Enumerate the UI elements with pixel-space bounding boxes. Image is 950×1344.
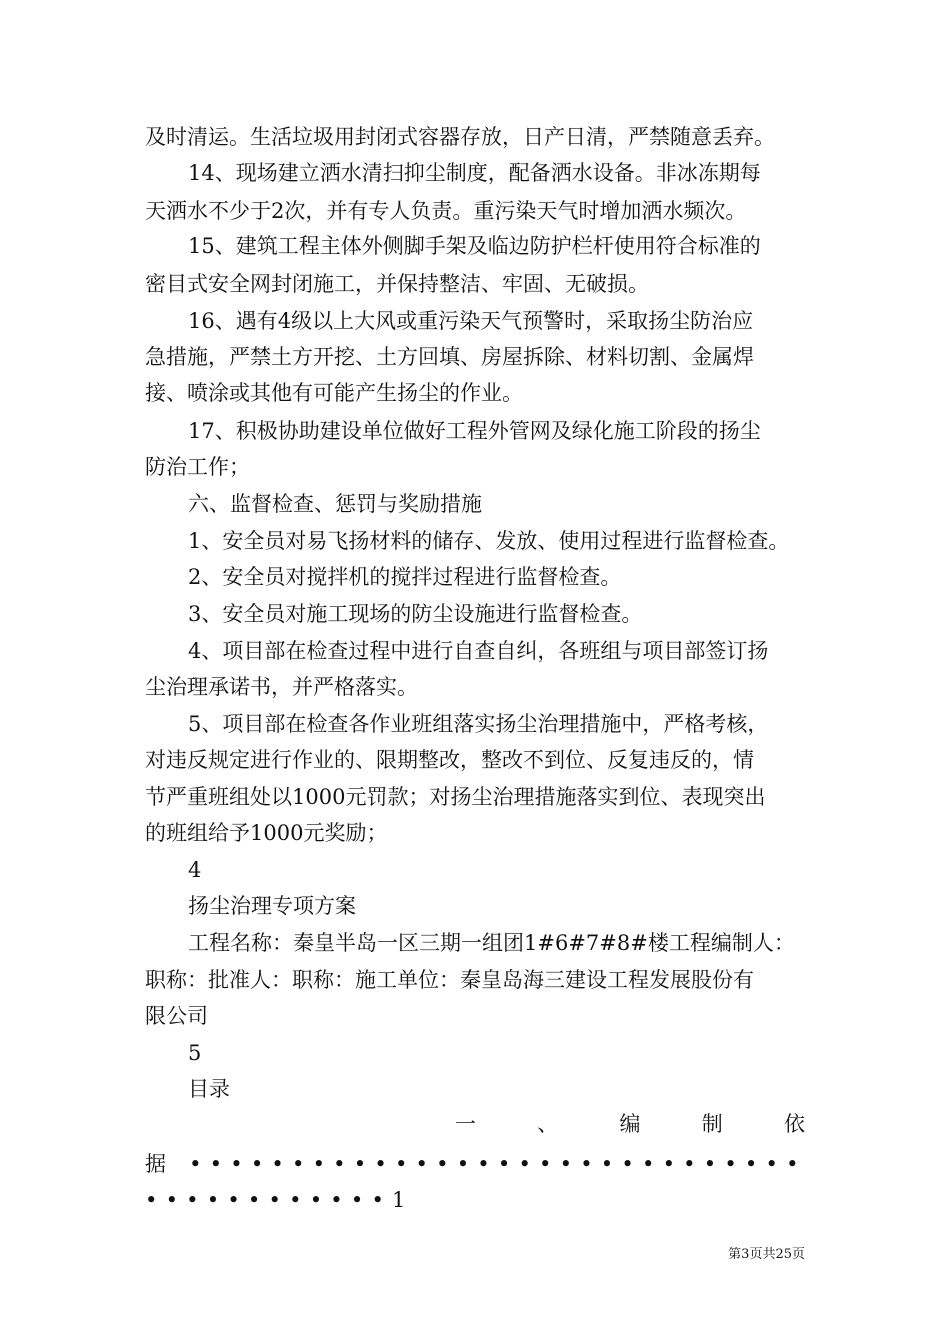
- body-line-20: 的班组给予1000元奖励；: [145, 821, 388, 845]
- body-line-19: 节严重班组处以1000元罚款；对扬尘治理措施落实到位、表现突出: [145, 785, 766, 809]
- document-title: 扬尘治理专项方案: [188, 894, 356, 918]
- body-line-5: 密目式安全网封闭施工，并保持整洁、牢固、无破损。: [145, 272, 649, 296]
- project-info-line-2: 职称：批准人：职称：施工单位：秦皇岛海三建设工程发展股份有: [145, 968, 754, 992]
- body-line-17: 5、项目部在检查各作业班组落实扬尘治理措施中，严格考核，: [188, 712, 769, 736]
- page-number-text: 4: [188, 858, 202, 882]
- page-number-text-2: 5: [188, 1041, 202, 1065]
- toc-char: 一: [455, 1112, 476, 1136]
- toc-char: 、: [537, 1112, 559, 1136]
- body-line-8: 接、喷涂或其他有可能产生扬尘的作业。: [145, 381, 523, 405]
- body-line-1: 及时清运。生活垃圾用封闭式容器存放，日产日清，严禁随意丢弃。: [145, 125, 775, 149]
- page-footer: 第3页共25页: [728, 1247, 805, 1262]
- body-line-13: 2、安全员对搅拌机的搅拌过程进行监督检查。: [188, 565, 622, 589]
- body-line-16: 尘治理承诺书，并严格落实。: [145, 675, 418, 699]
- body-line-6: 16、遇有4级以上大风或重污染天气预警时，采取扬尘防治应: [188, 309, 754, 333]
- toc-char: 依: [784, 1112, 805, 1136]
- body-line-12: 1、安全员对易飞扬材料的储存、发放、使用过程进行监督检查。: [188, 529, 790, 553]
- body-line-14: 3、安全员对施工现场的防尘设施进行监督检查。: [188, 602, 643, 626]
- toc-entry-leader-1: 据 ••••••••••••••••••••••••••••••: [145, 1152, 807, 1176]
- toc-char: 制: [701, 1112, 723, 1136]
- project-info-line-3: 限公司: [145, 1004, 208, 1028]
- body-line-10: 防治工作；: [145, 455, 250, 479]
- section-heading: 六、监督检查、惩罚与奖励措施: [188, 492, 482, 516]
- body-line-9: 17、积极协助建设单位做好工程外管网及绿化施工阶段的扬尘: [188, 419, 761, 443]
- toc-char: 编: [619, 1112, 641, 1136]
- body-line-2: 14、现场建立洒水清扫抑尘制度，配备洒水设备。非冰冻期每: [188, 161, 761, 185]
- project-info-line-1: 工程名称：秦皇半岛一区三期一组团1#6#7#8#楼工程编制人：: [188, 931, 795, 955]
- body-line-15: 4、项目部在检查过程中进行自查自纠，各班组与项目部签订扬: [188, 639, 769, 663]
- toc-title: 目录: [188, 1077, 230, 1101]
- body-line-3: 天洒水不少于2次，并有专人负责。重污染天气时增加洒水频次。: [145, 199, 747, 223]
- toc-entry-heading: [455, 1110, 805, 1138]
- body-line-4: 15、建筑工程主体外侧脚手架及临边防护栏杆使用符合标准的: [188, 234, 761, 258]
- body-line-7: 急措施，严禁土方开挖、土方回填、房屋拆除、材料切割、金属焊: [145, 345, 754, 369]
- toc-entry-leader-2: ••••••••••••1: [145, 1188, 414, 1212]
- body-line-18: 对违反规定进行作业的、限期整改，整改不到位、反复违反的，情: [145, 748, 754, 772]
